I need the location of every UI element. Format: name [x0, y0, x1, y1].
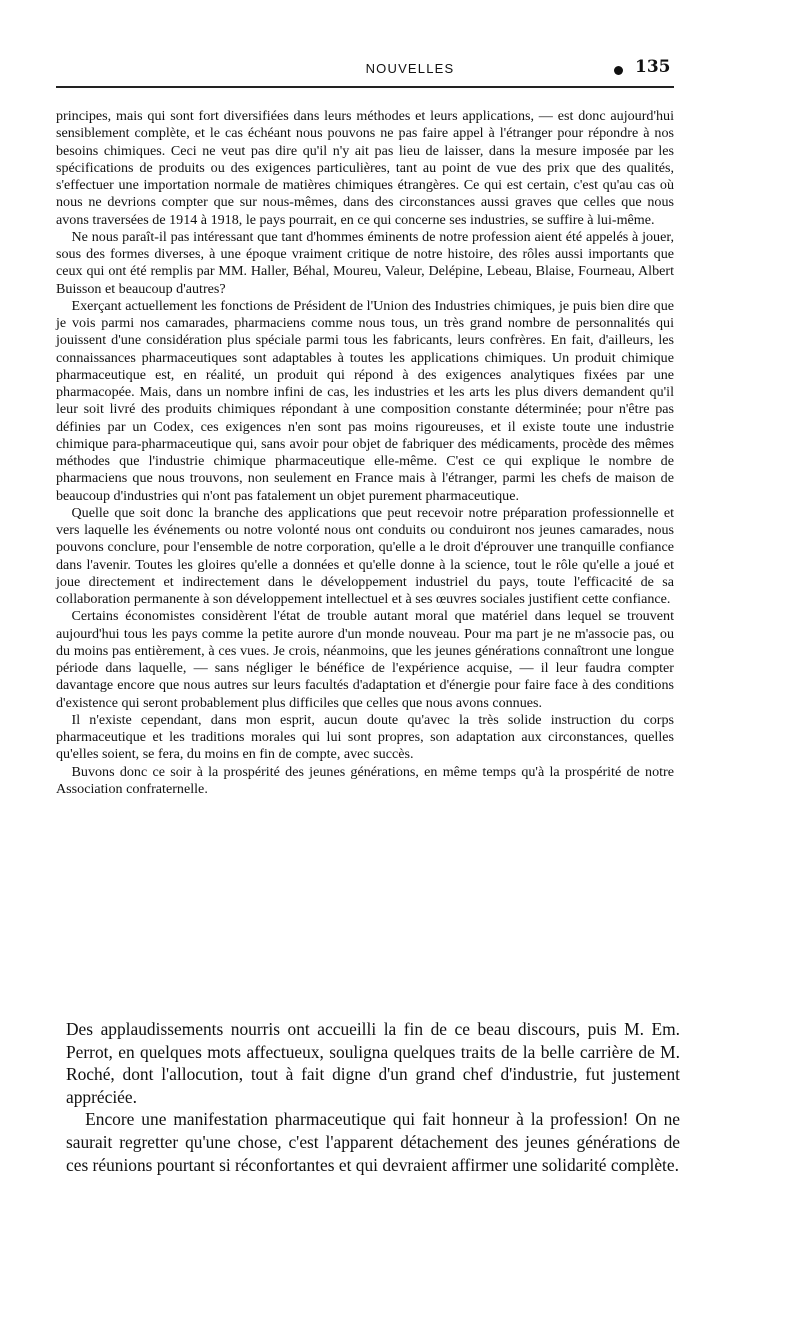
bullet-mark	[614, 66, 623, 75]
speech-paragraph: Buvons donc ce soir à la prospérité des jeunes générations, en même temps qu'à la prospérité de notre Association confraternelle.	[56, 763, 674, 797]
running-title: NOUVELLES	[365, 61, 455, 76]
speech-paragraph: Quelle que soit donc la branche des applications que peut recevoir notre préparation professionnelle et vers laquelle les événements ou notre volonté nous ont conduits ou conduiront nos jeunes camarades, nous pouvons conclure, pour l'ensemble de notre corporation, qu'elle a le droit d'éprouver une tranquille confiance dans l'avenir. Toutes les gloires qu'elle a données et qu'elle donne à la science, tout le rôle qu'elle a joué et joue directement et indirectement dans le développement industriel du pays, toute l'efficacité de sa collaboration permanente à son développement intellectuel et à ses œuvres sociales justifient cette confiance.	[56, 504, 674, 607]
speech-paragraph: Exerçant actuellement les fonctions de Président de l'Union des Industries chimiques, je puis bien dire que je vois parmi nos camarades, pharmaciens comme nous tous, un très grand nombre de personnalités qui jouissent d'une considération plus spéciale parmi tous les fabricants, leurs confrères. En fait, d'ailleurs, les connaissances pharmaceutiques sont adaptables à toutes les applications chimiques. Un produit chimique pharmaceutique est, en réalité, un produit qui répond à des exigences analytiques fixées par une pharmacopée. Mais, dans un nombre infini de cas, les industries et les arts les plus divers demandent qu'il leur soit livré des produits chimiques répondant à une composition constante déterminée; pour n'être pas définies par un Codex, ces exigences n'en sont pas moins rigoureuses, et il existe toute une industrie chimique para-pharmaceutique qui, sans avoir pour objet de fabriquer des médicaments, procède des mêmes méthodes que l'industrie chimique pharmaceutique elle-même. C'est ce qui explique le nombre de pharmaciens que nous trouvons, non seulement en France mais à l'étranger, parmi les chefs de maison de beaucoup d'industries qui n'ont pas fatalement un objet purement pharmaceutique.	[56, 297, 674, 504]
narrative-paragraph: Encore une manifestation pharmaceutique qui fait honneur à la profession! On ne saurait regretter qu'une chose, c'est l'apparent détachement des jeunes générations de ces réunions pourtant si réconfortantes et qui devraient affirmer une solidarité complète.	[66, 1109, 680, 1175]
header-rule	[56, 86, 674, 88]
speech-paragraph: principes, mais qui sont fort diversifiées dans leurs méthodes et leurs applications, — est donc aujourd'hui sensiblement complète, et le cas échéant nous pouvons ne pas faire appel à l'étranger pour répondre à nos besoins chimiques. Ceci ne veut pas dire qu'il n'y ait pas lieu de laisser, dans la mesure imposée par les spécifications de produits ou des exigences particulières, tant au point de vue des prix que des qualités, s'effectuer une importation normale de matières chimiques étrangères. Ce qui est certain, c'est qu'au cas où nous ne devrions compter que sur nous-mêmes, dans des circonstances aussi graves que celles que nous avons traversées de 1914 à 1918, le pays pourrait, en ce qui concerne ses industries, se suffire à lui-même.	[56, 108, 674, 228]
page-header	[0, 57, 800, 83]
page-number: 135	[635, 57, 671, 77]
speech-paragraph: Certains économistes considèrent l'état de trouble autant moral que matériel dans lequel se trouvent aujourd'hui tous les pays comme la petite aurore d'un monde nouveau. Pour ma part je ne m'associe pas, ou du moins pas entièrement, à ces vues. Je crois, néanmoins, que les jeunes générations connaîtront une longue période dans laquelle, — sans négliger le bénéfice de l'expérience acquise, — il leur faudra compter davantage encore que nous autres sur leurs facultés d'adaptation et d'énergie pour faire face à des conditions d'existence qui seront probablement plus difficiles que celles que nous avons connues.	[56, 608, 674, 711]
speech-paragraph: Ne nous paraît-il pas intéressant que tant d'hommes éminents de notre profession aient été appelés à jouer, sous des formes diverses, à une époque vraiment critique de notre histoire, des rôles aussi importants que ceux qui ont été remplis par MM. Haller, Béhal, Moureu, Valeur, Delépine, Lebeau, Blaise, Fourneau, Albert Buisson et beaucoup d'autres?	[56, 228, 674, 297]
narrative-paragraph: Des applaudissements nourris ont accueilli la fin de ce beau discours, puis M. Em. Perrot, en quelques mots affectueux, souligna quelques traits de la belle carrière de M. Roché, dont l'allocution, tout à fait digne d'un grand chef d'industrie, fut justement appréciée.	[66, 1019, 680, 1107]
speech-paragraph: Il n'existe cependant, dans mon esprit, aucun doute qu'avec la très solide instruction du corps pharmaceutique et les traditions morales qui lui sont propres, son adaptation aux circonstances, quelles qu'elles soient, se fera, du moins en fin de compte, avec succès.	[56, 711, 674, 763]
narrative-text	[66, 1018, 680, 1176]
quoted-speech	[56, 108, 674, 798]
